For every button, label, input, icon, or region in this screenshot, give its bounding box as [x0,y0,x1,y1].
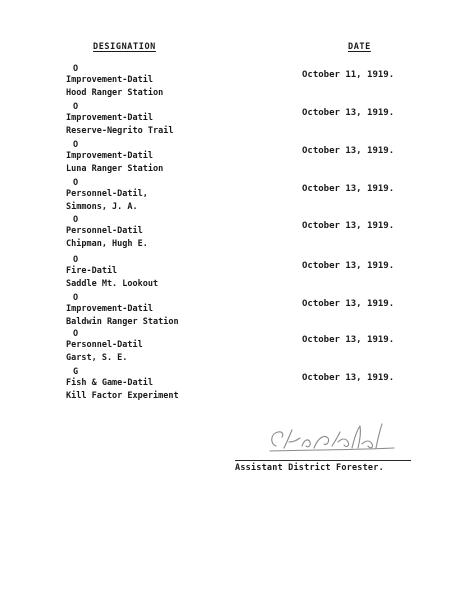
entry-row [66,177,446,217]
entry-subject: Luna Ranger Station [66,164,164,174]
signature-block [232,418,422,478]
entry-row [66,366,446,406]
entry-date: October 13, 1919. [302,221,395,231]
entry-code: O [73,178,79,188]
entry-date: October 11, 1919. [302,70,395,80]
entry-category: Improvement-Datil [66,113,153,123]
date-header: DATE [348,42,371,52]
entry-row [66,63,446,103]
signatory-title: Assistant District Forester. [235,463,384,473]
entry-subject: Simmons, J. A. [66,202,138,212]
entry-category: Fish & Game-Datil [66,378,153,388]
entry-row [66,292,446,332]
entry-category: Improvement-Datil [66,304,153,314]
entry-code: O [73,102,79,112]
entry-subject: Saddle Mt. Lookout [66,279,159,289]
entry-subject: Baldwin Ranger Station [66,317,179,327]
entry-subject: Reserve-Negrito Trail [66,126,174,136]
entry-subject: Garst, S. E. [66,353,128,363]
entry-row [66,214,446,254]
entry-row [66,101,446,141]
entry-category: Personnel-Datil [66,226,143,236]
entry-category: Personnel-Datil [66,340,143,350]
designation-header: DESIGNATION [93,42,156,52]
entry-code: O [73,64,79,74]
entry-date: October 13, 1919. [302,335,395,345]
entry-date: October 13, 1919. [302,261,395,271]
entry-date: October 13, 1919. [302,146,395,156]
handwritten-signature [262,418,402,460]
entry-category: Improvement-Datil [66,151,153,161]
entry-subject: Kill Factor Experiment [66,391,179,401]
entry-subject: Hood Ranger Station [66,88,164,98]
entry-code: G [73,367,79,377]
signature-line [235,460,411,461]
entry-date: October 13, 1919. [302,108,395,118]
entry-date: October 13, 1919. [302,373,395,383]
entry-subject: Chipman, Hugh E. [66,239,148,249]
entry-code: O [73,255,79,265]
entry-date: October 13, 1919. [302,299,395,309]
entry-code: O [73,293,79,303]
entry-row [66,254,446,294]
entry-row [66,328,446,368]
entry-category: Fire-Datil [66,266,118,276]
entry-code: O [73,140,79,150]
entry-category: Improvement-Datil [66,75,153,85]
entry-code: O [73,215,79,225]
entry-code: O [73,329,79,339]
entry-row [66,139,446,179]
entry-date: October 13, 1919. [302,184,395,194]
entry-category: Personnel-Datil, [66,189,148,199]
